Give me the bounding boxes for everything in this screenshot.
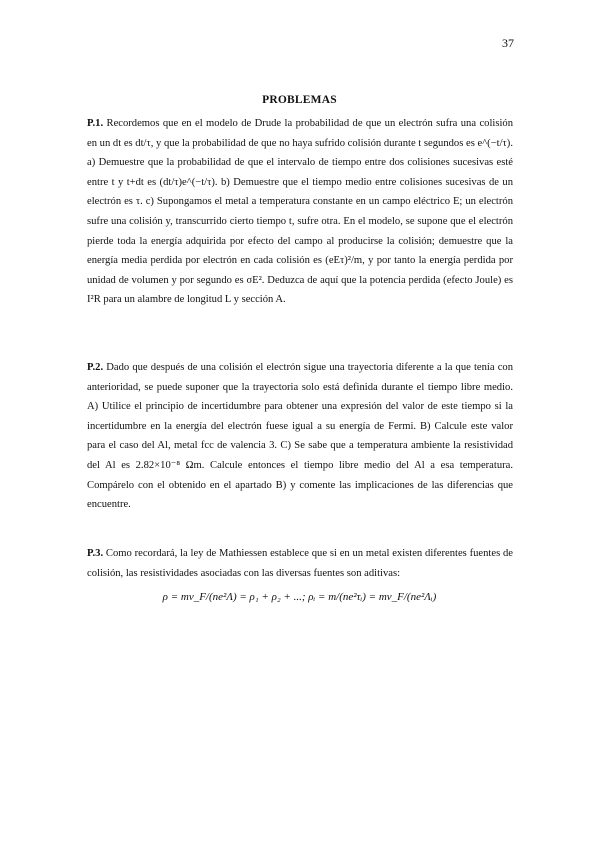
problem-label: P.2.	[87, 362, 104, 373]
problem-1	[87, 114, 513, 310]
problem-text: Dado que después de una colisión el electrón sigue una trayectoria diferente a la que tenía con anterioridad, se puede suponer que la trayectoria solo está definida durante el tiempo libre medio. A) Utilice el principio de incertidumbre para obtener una expresión del valor de este tiempo si la incertidumbre en la energía del electrón fuese igual a su energía de Fermi. B) Calcule este valor para el caso del Al, metal fcc de valencia 3. C) Se sabe que a temperatura ambiente la resistividad del Al es 2.82×10⁻⁸ Ωm. Calcule entonces el tiempo libre medio del Al a esa temperatura. Compárelo con el obtenido en el apartado B) y comente las implicaciones de las diferencias que encuentre.	[87, 362, 514, 511]
problem-3	[87, 544, 513, 583]
page-number: 37	[502, 36, 514, 50]
section-heading: PROBLEMAS	[262, 94, 337, 106]
problem-text: Como recordará, la ley de Mathiessen establece que si en un metal existen diferentes fuentes de colisión, las resistividades asociadas con las diversas fuentes son aditivas:	[87, 548, 513, 579]
problem-text: Recordemos que en el modelo de Drude la probabilidad de que un electrón sufra una colisión en un dt es dt/τ, y que la probabilidad de que no haya sufrido colisión durante t segundos es e^(−t/τ). a) Demuestre que la probabilidad de que el intervalo de tiempo entre dos colisiones sucesivas esté entre t y t+dt es (dt/τ)e^(−t/τ). b) Demuestre que el tiempo medio entre colisiones sucesivas de un electrón es τ. c) Supongamos el metal a temperatura constante en un campo eléctrico E; un electrón sufre una colisión y, transcurrido cierto tiempo t, sufre otra. En el modelo, se supone que el electrón pierde toda la energía adquirida por efecto del campo al producirse la colisión; demuestre que la energía media perdida por electrón en cada colisión es (eEτ)²/m, y por tanto la energía perdida por unidad de volumen y por segundo es σE². Deduzca de aquí que la potencia perdida (efecto Joule) es I²R para un alambre de longitud L y sección A.	[87, 118, 514, 306]
problem-label: P.1.	[87, 118, 104, 129]
problem-2	[87, 358, 513, 515]
problem-label: P.3.	[87, 548, 104, 559]
mathiessen-formula: ρ = mv_F/(ne²Λ) = ρ₁ + ρ₂ + ...; ρᵢ = m/(ne²τᵢ) = mv_F/(ne²Λᵢ)	[162, 591, 437, 603]
